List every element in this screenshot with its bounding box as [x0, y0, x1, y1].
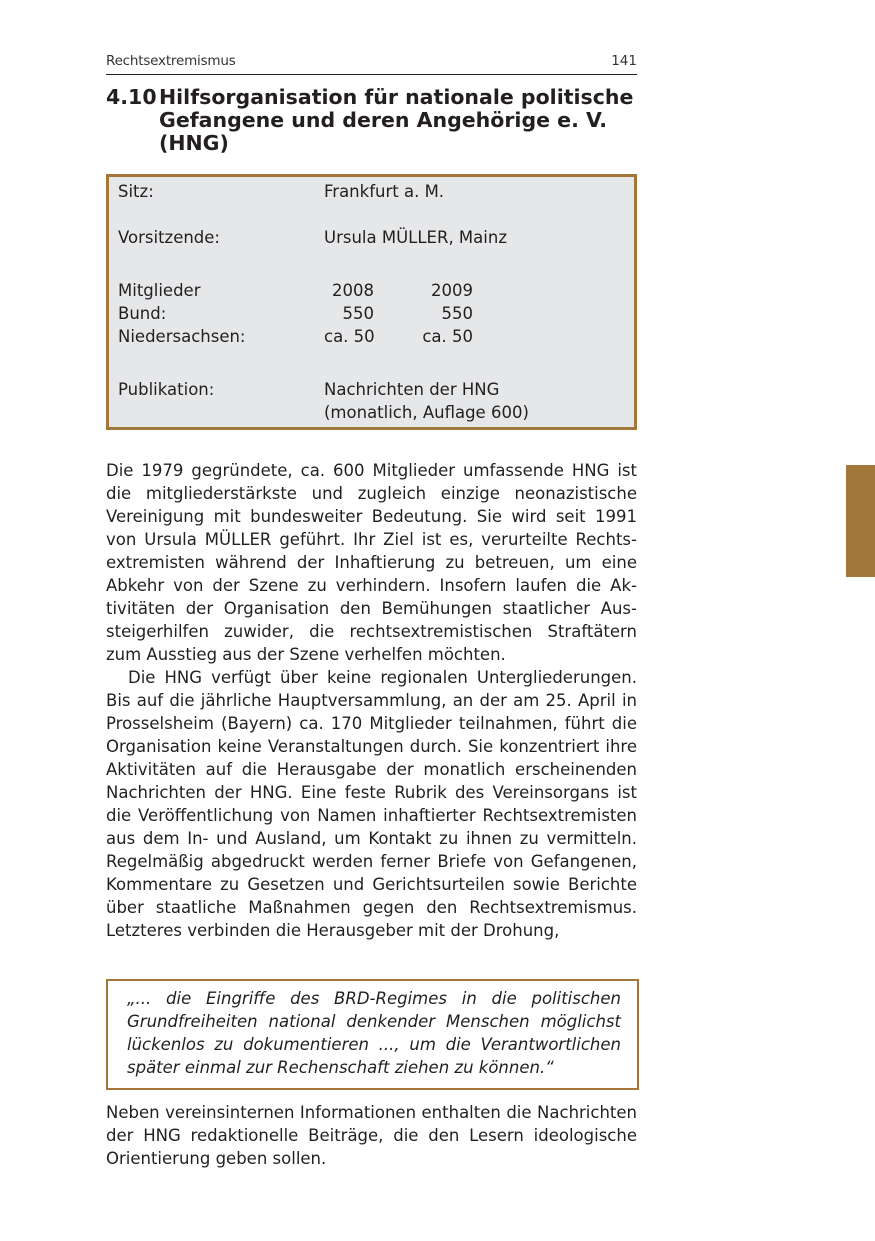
fact-value: Nachrichten der HNG	[324, 380, 500, 399]
quote-text: „... die Eingriffe des BRD-Regimes in die politischen Grundfreiheiten national denkender Menschen möglichst lückenlos zu dokumentieren ..., um die Verantwortlichen später einmal zur Rechenschaft ziehen zu können.“	[127, 989, 621, 1077]
members-value: ca. 50	[324, 327, 375, 346]
members-value: 550	[441, 304, 473, 323]
running-head	[106, 52, 637, 75]
members-row-label: Niedersachsen:	[118, 327, 246, 346]
quote-box	[106, 979, 639, 1090]
running-head-title: Rechtsextremismus	[106, 53, 236, 69]
fact-label: Vorsitzende:	[118, 228, 220, 247]
fact-box	[106, 174, 637, 430]
fact-label: Publikation:	[118, 380, 215, 399]
paragraph: Die 1979 gegründete, ca. 600 Mitglieder umfassende HNG ist die mitgliederstärkste und zugleich einzige neonazistische Vereinigung mit bundesweiter Bedeutung. Sie wird seit 1991 von Ursula MÜLLER geführt. Ihr Ziel ist es, verurteilte Rechtsextremisten während der Inhaftierung zu betreuen, um eine Abkehr von der Szene zu verhindern. Insofern laufen die Aktivitäten der Organisation den Bemühungen staatlicher Aussteigerhilfen zuwider, die rechtsextremistischen Straftätern zum Ausstieg aus der Szene verhelfen möchten.	[106, 461, 637, 664]
members-row-label: Bund:	[118, 304, 167, 323]
page-number: 141	[611, 53, 637, 69]
fact-value: Frankfurt a. M.	[324, 182, 445, 201]
section-title: Hilfsorganisation für nationale politische Gefangene und deren Angehörige e. V. (HNG)	[159, 85, 634, 155]
paragraph: Neben vereinsinternen Informationen enthalten die Nachrichten der HNG redaktionelle Beiträge, die den Lesern ideologische Orientierung geben sollen.	[106, 1103, 637, 1168]
fact-label: Sitz:	[118, 182, 154, 201]
year-2008: 2008	[332, 281, 374, 300]
year-2009: 2009	[431, 281, 473, 300]
fact-value: (monatlich, Auflage 600)	[324, 403, 529, 422]
fact-value: Ursula MÜLLER, Mainz	[324, 228, 507, 247]
members-value: 550	[342, 304, 374, 323]
body-text	[106, 459, 637, 942]
closing-text	[106, 1101, 637, 1170]
members-label: Mitglieder	[118, 281, 201, 300]
members-value: ca. 50	[422, 327, 473, 346]
paragraph: Die HNG verfügt über keine regionalen Untergliederungen. Bis auf die jährliche Hauptversammlung, an der am 25. April in Prosselsheim (Bayern) ca. 170 Mitglieder teilnahmen, führt die Organisation keine Veranstaltungen durch. Sie konzentriert ihre Aktivitäten auf die Herausgabe der monatlich erscheinenden Nachrichten der HNG. Eine feste Rubrik des Vereinsorgans ist die Veröffentlichung von Namen inhaftierter Rechtsextremisten aus dem In- und Ausland, um Kontakt zu ihnen zu vermitteln. Regelmäßig abgedruckt werden ferner Briefe von Gefangenen, Kommentare zu Gesetzen und Gerichtsurteilen sowie Berichte über staatliche Maßnahmen gegen den Rechtsextremismus. Letzteres verbinden die Herausgeber mit der Drohung,	[106, 668, 637, 940]
chapter-tab-marker	[846, 465, 875, 577]
section-number: 4.10	[106, 85, 157, 109]
